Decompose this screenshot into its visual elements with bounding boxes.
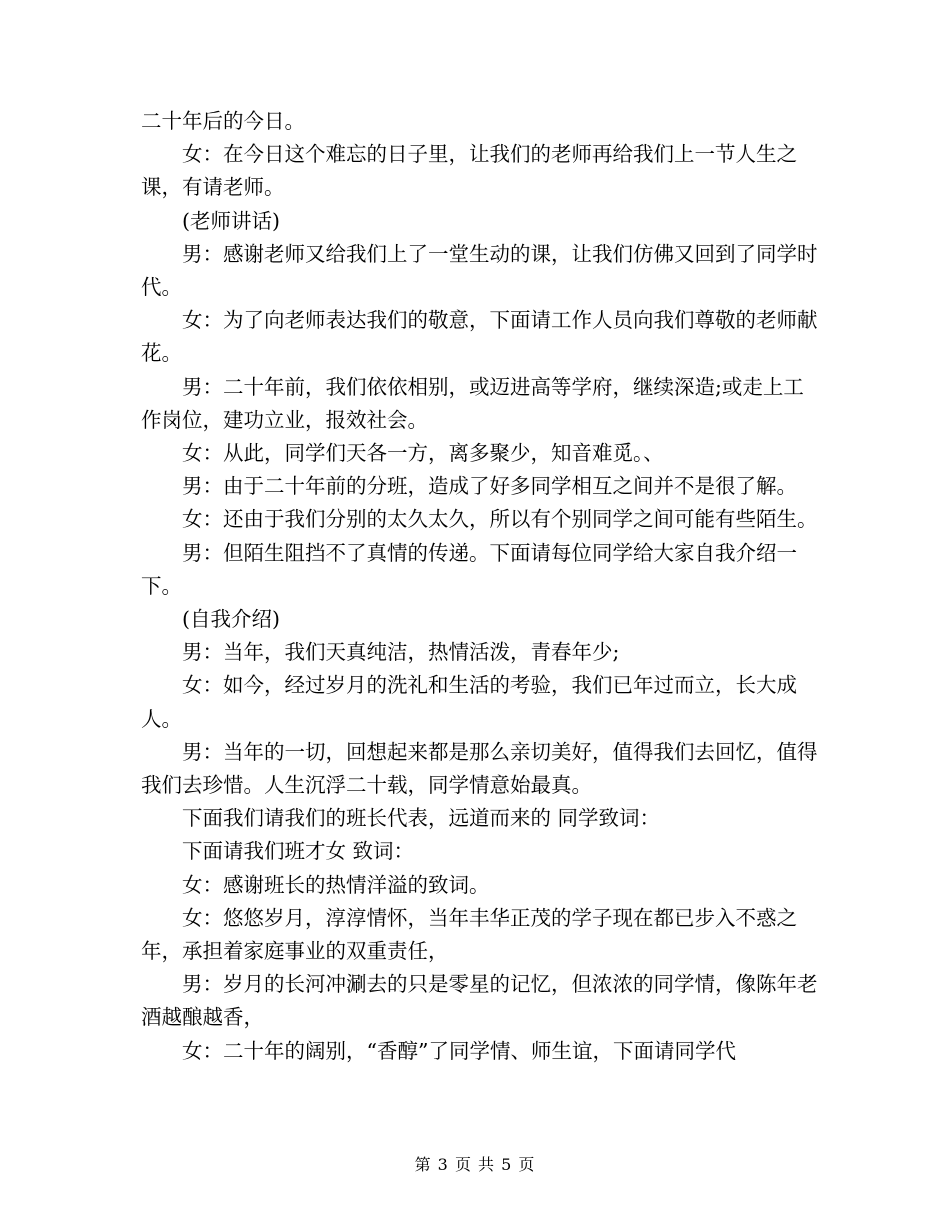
paragraph: 男：由于二十年前的分班，造成了好多同学相互之间并不是很了解。 <box>182 474 797 499</box>
paragraph: 女：如今，经过岁月的洗礼和生活的考验，我们已年过而立，长大成人。 <box>141 673 797 731</box>
paragraph: 男：感谢老师又给我们上了一堂生动的课，让我们仿佛又回到了同学时代。 <box>141 241 818 300</box>
page-number-footer: 第 3 页 共 5 页 <box>414 1155 536 1174</box>
paragraph: 男：二十年前，我们依依相别，或迈进高等学府，继续深造;或走上工作岗位，建功立业，报效社会。 <box>141 374 804 432</box>
paragraph: 二十年后的今日。 <box>141 109 305 133</box>
paragraph: 女：二十年的阔别，“香醇”了同学情、师生谊，下面请同学代 <box>182 1038 736 1063</box>
paragraph: 男：当年，我们天真纯洁，热情活泼，青春年少; <box>182 640 620 665</box>
paragraph: 男：但陌生阻挡不了真情的传递。下面请每位同学给大家自我介绍一下。 <box>141 540 797 598</box>
document-body <box>141 105 821 1068</box>
paragraph: 女：悠悠岁月，淳淳情怀，当年丰华正茂的学子现在都已步入不惑之年，承担着家庭事业的双重责任， <box>141 905 797 964</box>
paragraph: 女：还由于我们分别的太久太久，所以有个别同学之间可能有些陌生。 <box>182 507 818 532</box>
paragraph: 男：当年的一切，回想起来都是那么亲切美好，值得我们去回忆，值得我们去珍惜。人生沉浮二十载，同学情意始最真。 <box>141 739 818 798</box>
paragraph: (老师讲话) <box>182 208 280 233</box>
paragraph: 女：在今日这个难忘的日子里，让我们的老师再给我们上一节人生之课，有请老师。 <box>141 142 797 200</box>
paragraph: 女：从此，同学们天各一方，离多聚少，知音难觅。、 <box>182 441 664 466</box>
paragraph: 男：岁月的长河冲涮去的只是零星的记忆，但浓浓的同学情，像陈年老酒越酿越香， <box>141 972 818 1030</box>
paragraph: (自我介绍) <box>182 607 280 632</box>
paragraph: 下面我们请我们的班长代表，远道而来的 同学致词： <box>182 806 661 831</box>
paragraph: 女：为了向老师表达我们的敬意，下面请工作人员向我们尊敬的老师献花。 <box>141 308 818 366</box>
paragraph: 女：感谢班长的热情洋溢的致词。 <box>182 872 490 897</box>
paragraph: 下面请我们班才女 致词： <box>182 839 415 864</box>
